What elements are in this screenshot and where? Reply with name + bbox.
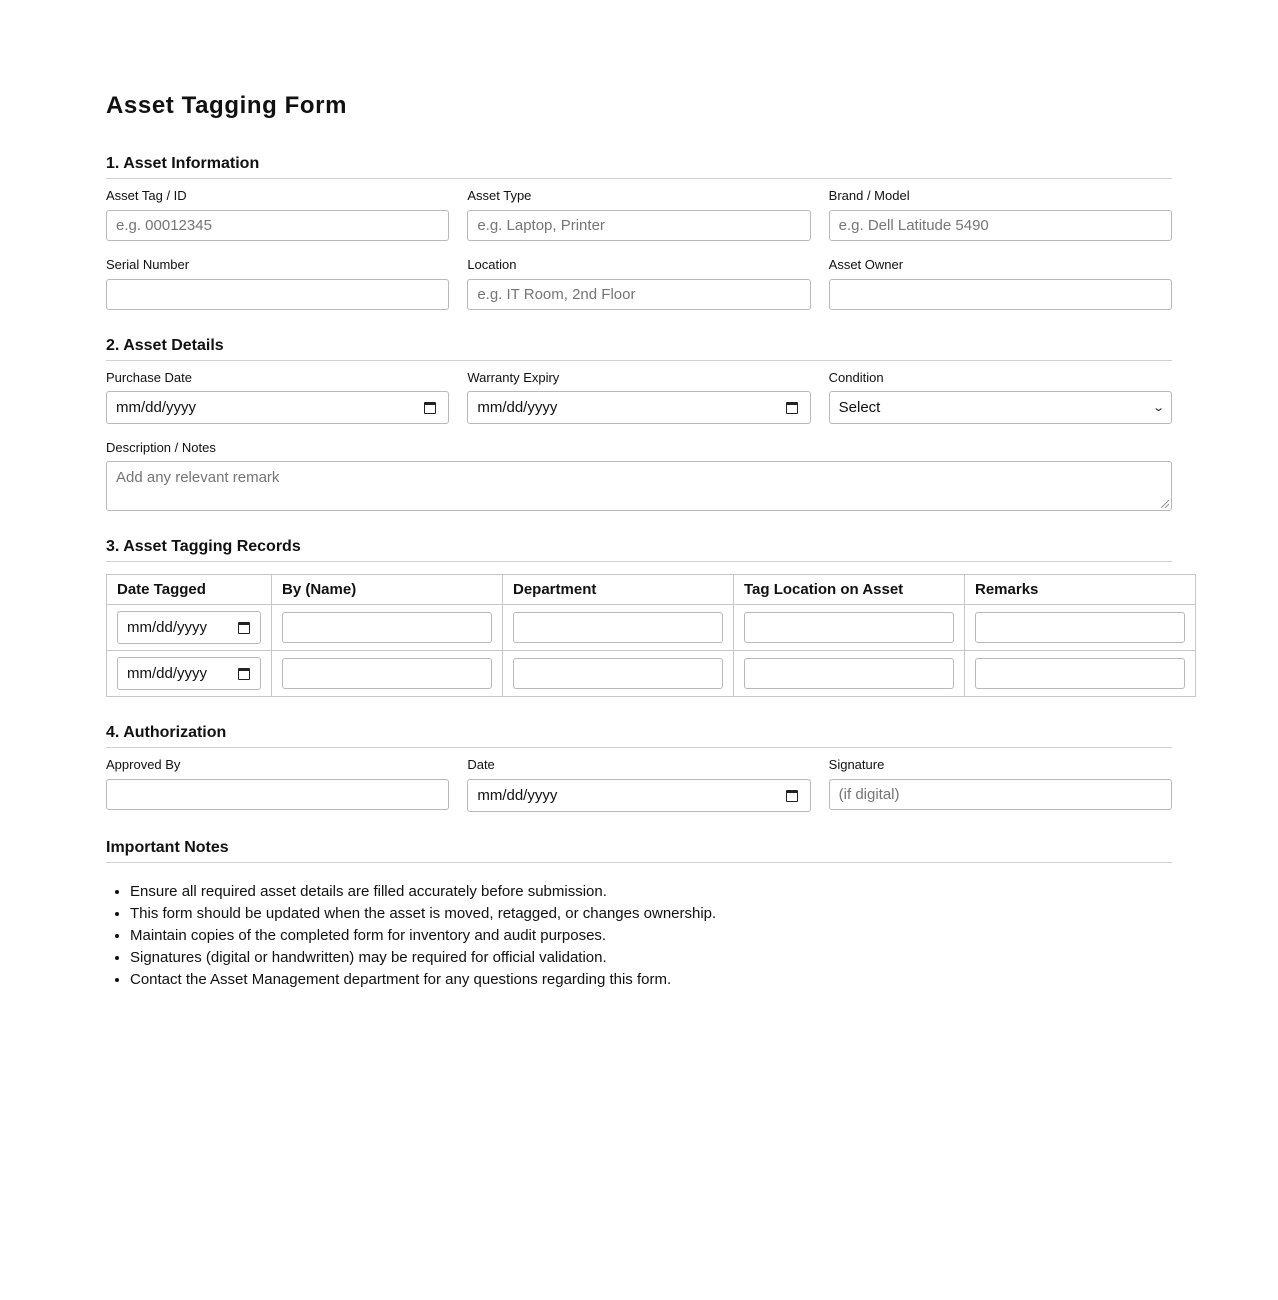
department-input[interactable] xyxy=(513,658,723,689)
by-name-cell xyxy=(272,651,503,697)
section-title: 3. Asset Tagging Records xyxy=(106,537,1172,562)
brand-model-input[interactable]: e.g. Dell Latitude 5490 xyxy=(829,210,1172,241)
section-asset-details xyxy=(106,336,1172,511)
calendar-icon[interactable] xyxy=(786,402,798,414)
section-title: 1. Asset Information xyxy=(106,154,1172,179)
list-item: • Ensure all required asset details are filled accurately before submission. xyxy=(130,881,1172,903)
brand-model-field xyxy=(829,188,1172,241)
description-label: Description / Notes xyxy=(106,440,216,455)
remarks-input[interactable] xyxy=(975,658,1185,689)
signature-field xyxy=(829,757,1172,812)
authorization-date-input[interactable] xyxy=(467,779,810,812)
location-input[interactable]: e.g. IT Room, 2nd Floor xyxy=(467,279,810,310)
asset-owner-label: Asset Owner xyxy=(828,257,904,272)
serial-number-field xyxy=(106,257,449,310)
department-cell xyxy=(503,605,734,651)
remarks-input[interactable] xyxy=(975,612,1185,643)
purchase-date-input[interactable] xyxy=(106,391,449,424)
date-tagged-value: mm/dd/yyyy xyxy=(127,665,208,682)
resize-handle-icon[interactable] xyxy=(1161,500,1169,508)
calendar-icon[interactable] xyxy=(238,668,250,680)
table-row xyxy=(107,651,1196,697)
authorization-date-value: mm/dd/yyyy xyxy=(477,787,558,804)
tag-location-input[interactable] xyxy=(744,658,954,689)
section-title: 4. Authorization xyxy=(106,723,1172,748)
remarks-cell xyxy=(965,651,1196,697)
calendar-icon[interactable] xyxy=(238,622,250,634)
purchase-date-field xyxy=(106,370,449,424)
purchase-date-value: mm/dd/yyyy xyxy=(116,399,197,416)
column-header-tag-location: Tag Location on Asset xyxy=(734,575,965,605)
asset-type-input[interactable]: e.g. Laptop, Printer xyxy=(467,210,810,241)
condition-label: Condition xyxy=(828,370,884,385)
notes-list xyxy=(106,881,1172,991)
condition-select[interactable] xyxy=(829,391,1172,424)
asset-tag-label: Asset Tag / ID xyxy=(106,188,187,203)
by-name-cell xyxy=(272,605,503,651)
description-textarea[interactable] xyxy=(106,461,1172,511)
section-important-notes xyxy=(106,838,1172,991)
list-item: • Signatures (digital or handwritten) may be required for official validation. xyxy=(130,947,1172,969)
date-tagged-input[interactable] xyxy=(117,657,261,690)
warranty-expiry-field xyxy=(467,370,810,424)
asset-owner-field xyxy=(829,257,1172,310)
condition-field xyxy=(829,370,1172,424)
tagging-records-table xyxy=(106,574,1196,697)
warranty-expiry-input[interactable] xyxy=(467,391,810,424)
column-header-department: Department xyxy=(503,575,734,605)
section-asset-information xyxy=(106,154,1172,310)
by-name-input[interactable] xyxy=(282,612,492,643)
list-item: • Maintain copies of the completed form for inventory and audit purposes. xyxy=(130,925,1172,947)
by-name-input[interactable] xyxy=(282,658,492,689)
condition-selected-value: Select xyxy=(838,399,881,416)
table-row xyxy=(107,605,1196,651)
signature-input[interactable]: (if digital) xyxy=(829,779,1172,810)
approved-by-label: Approved By xyxy=(106,757,181,772)
asset-tag-field xyxy=(106,188,449,241)
date-tagged-value: mm/dd/yyyy xyxy=(127,619,208,636)
page-title: Asset Tagging Form xyxy=(106,92,348,119)
column-header-remarks: Remarks xyxy=(965,575,1196,605)
approved-by-input[interactable] xyxy=(106,779,449,810)
list-item: • This form should be updated when the asset is moved, retagged, or changes ownership. xyxy=(130,903,1172,925)
section-authorization xyxy=(106,723,1172,812)
warranty-expiry-value: mm/dd/yyyy xyxy=(477,399,558,416)
signature-label: Signature xyxy=(828,757,885,772)
brand-model-label: Brand / Model xyxy=(828,188,910,203)
date-tagged-input[interactable] xyxy=(117,611,261,644)
date-tagged-cell xyxy=(107,605,272,651)
authorization-date-label: Date xyxy=(467,757,495,772)
location-field xyxy=(467,257,810,310)
list-item: • Contact the Asset Management department for any questions regarding this form. xyxy=(130,969,1172,991)
warranty-expiry-label: Warranty Expiry xyxy=(467,370,560,385)
column-header-date-tagged: Date Tagged xyxy=(107,575,272,605)
calendar-icon[interactable] xyxy=(424,402,436,414)
department-input[interactable] xyxy=(513,612,723,643)
tag-location-cell xyxy=(734,651,965,697)
calendar-icon[interactable] xyxy=(786,790,798,802)
purchase-date-label: Purchase Date xyxy=(106,370,192,385)
date-tagged-cell xyxy=(107,651,272,697)
section-title: 2. Asset Details xyxy=(106,336,1172,361)
tag-location-cell xyxy=(734,605,965,651)
chevron-down-icon: ⌄ xyxy=(1151,402,1165,414)
asset-type-field xyxy=(467,188,810,241)
asset-type-label: Asset Type xyxy=(467,188,532,203)
section-tagging-records xyxy=(106,537,1172,697)
asset-owner-input[interactable] xyxy=(829,279,1172,310)
section-title: Important Notes xyxy=(106,838,1172,863)
authorization-date-field xyxy=(467,757,810,812)
column-header-by-name: By (Name) xyxy=(272,575,503,605)
asset-tagging-form xyxy=(106,88,1172,991)
department-cell xyxy=(503,651,734,697)
serial-number-label: Serial Number xyxy=(106,257,190,272)
tag-location-input[interactable] xyxy=(744,612,954,643)
description-placeholder: Add any relevant remark xyxy=(116,469,280,486)
asset-tag-input[interactable]: e.g. 00012345 xyxy=(106,210,449,241)
table-header-row xyxy=(107,575,1196,605)
remarks-cell xyxy=(965,605,1196,651)
location-label: Location xyxy=(467,257,517,272)
serial-number-input[interactable] xyxy=(106,279,449,310)
approved-by-field xyxy=(106,757,449,812)
description-field xyxy=(106,440,1172,511)
